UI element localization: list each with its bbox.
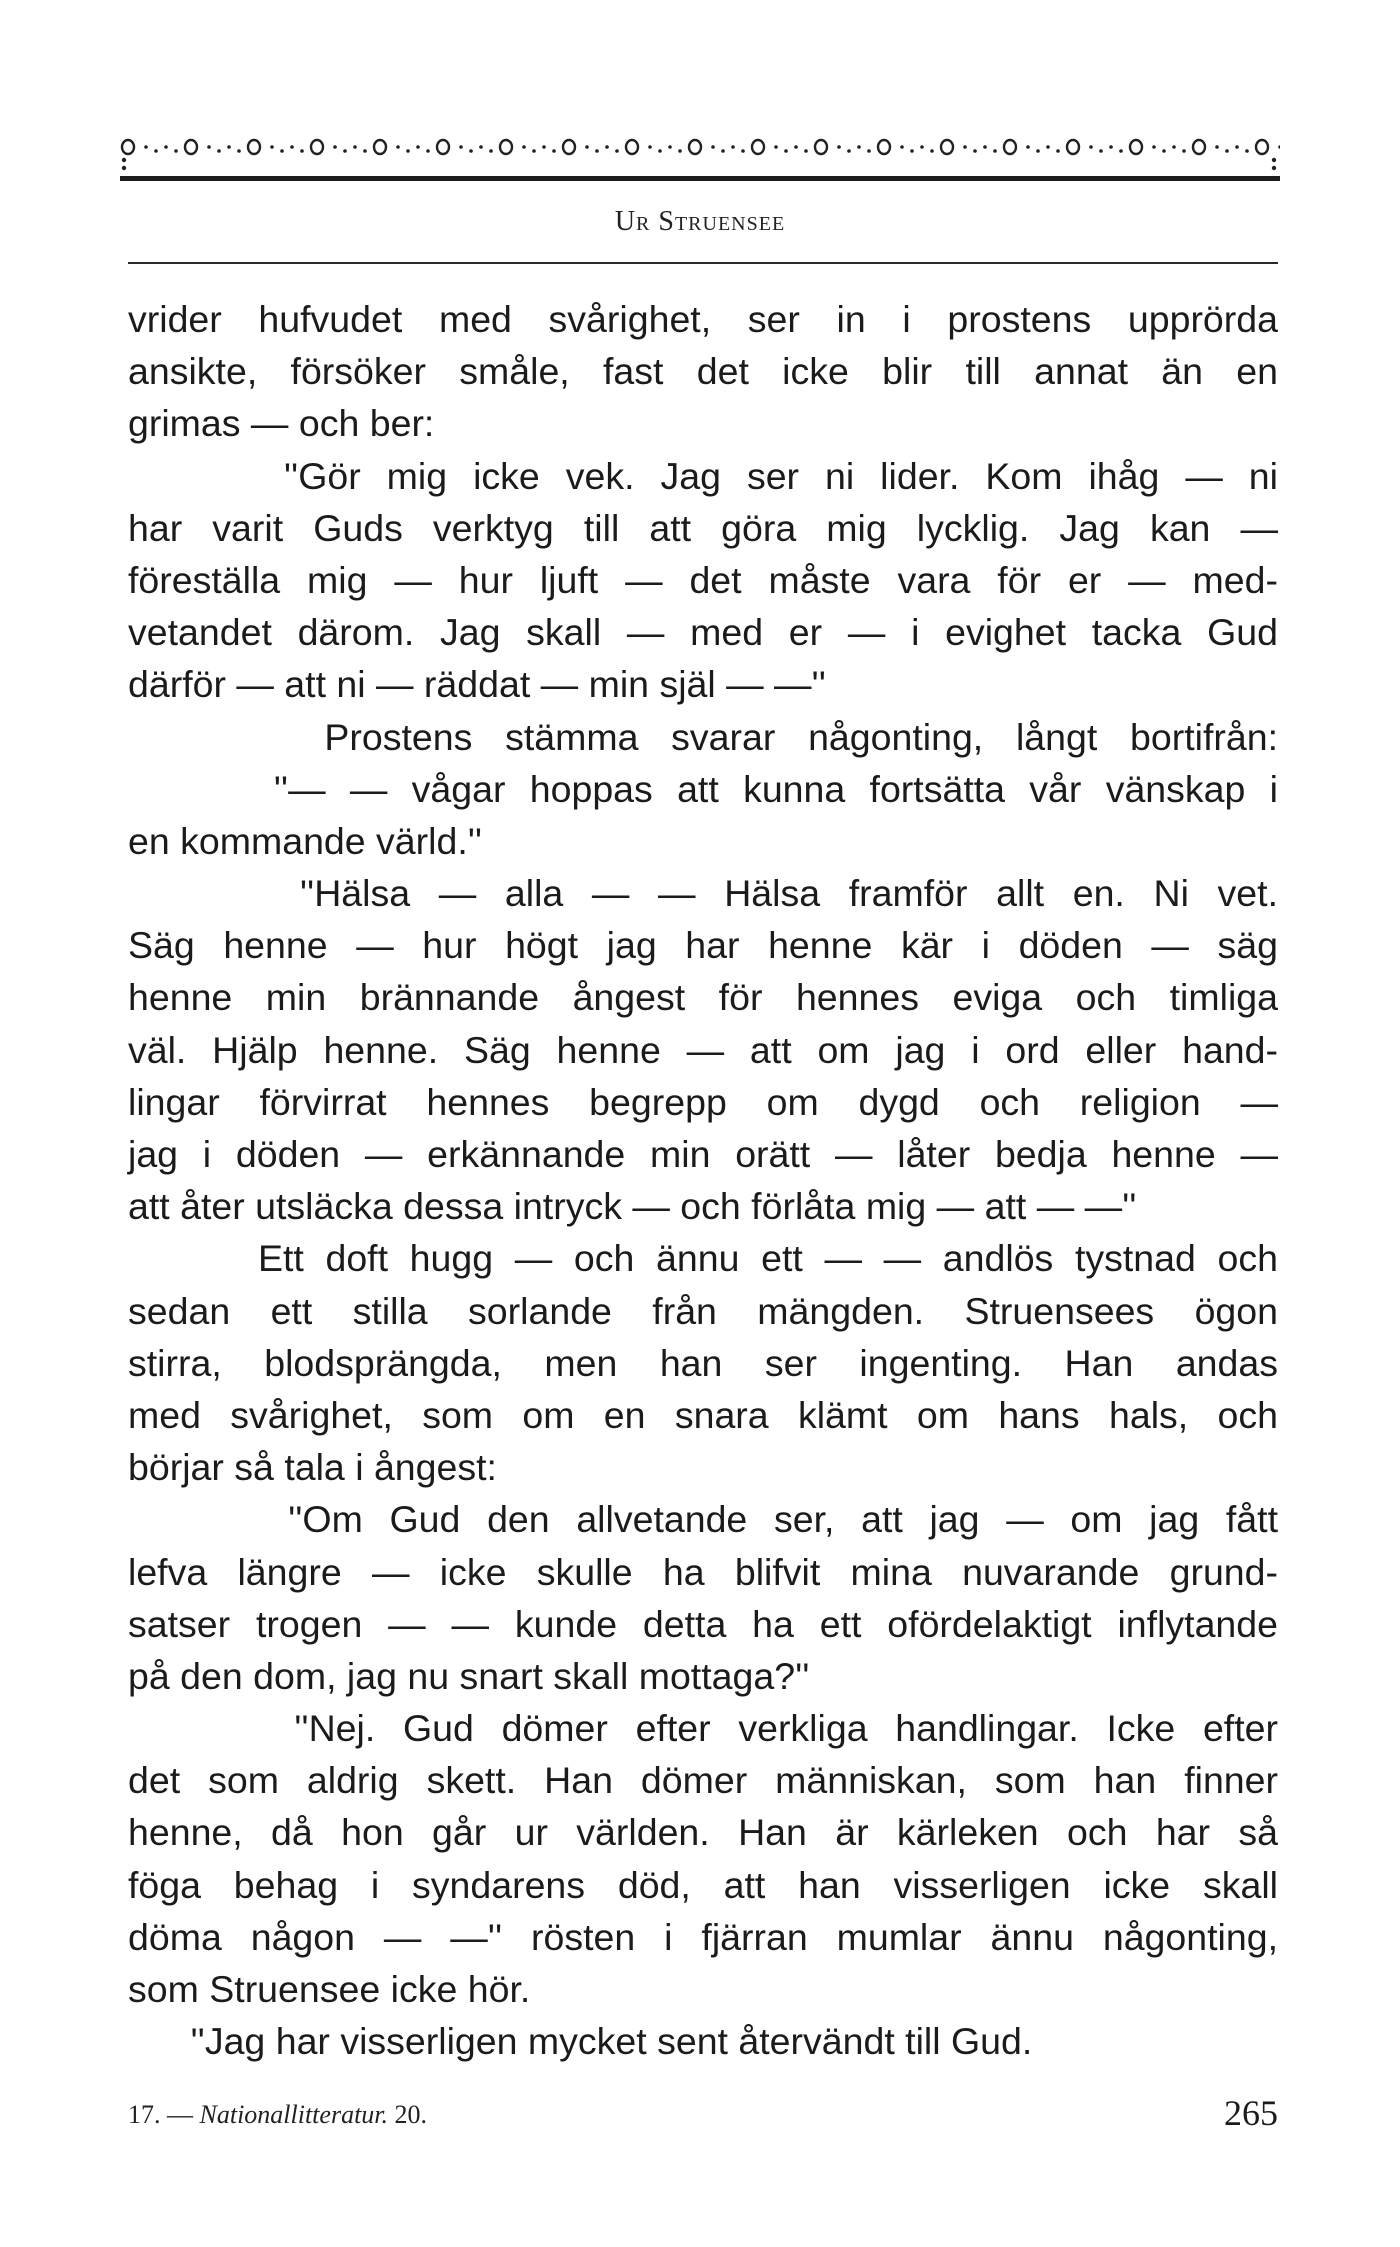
chain-ornament xyxy=(122,140,1280,170)
ornament-dot xyxy=(1089,145,1093,149)
ornament-ring xyxy=(1130,140,1142,154)
ornament-ring xyxy=(815,140,827,154)
text-line: vrider hufvudet med svårighet, ser in i prostens upprörda xyxy=(128,298,1278,340)
text-line: grimas — och ber: xyxy=(128,402,435,445)
ornament-dot xyxy=(280,149,284,153)
text-line: som Struensee icke hör. xyxy=(128,1968,531,2010)
ornament-dot xyxy=(1278,145,1280,149)
text-line: en kommande värld.'' xyxy=(128,819,483,862)
text-line: ''— — vågar hoppas att kunna fortsätta vår vänskap i xyxy=(128,767,1278,810)
text-line: med svårighet, som om en snara klämt om hans hals, och xyxy=(128,1393,1278,1436)
signature-number: 17. — xyxy=(128,2100,193,2129)
ornament-dot xyxy=(857,145,861,149)
ornament-dot xyxy=(1172,145,1176,149)
ornament-dot xyxy=(1225,149,1229,153)
ornament-dot xyxy=(983,145,987,149)
ornament-ring xyxy=(1067,140,1079,154)
ornament-dot xyxy=(270,145,274,149)
text-line: Säg henne — hur högt jag har henne kär i döden — säg xyxy=(128,924,1278,967)
text-line: därför — att ni — räddat — min själ — —'' xyxy=(128,663,826,706)
text-line: Prostens stämma svarar någonting, långt bortifrån: xyxy=(128,715,1278,758)
ornament-dot xyxy=(804,149,808,153)
ornament-dot xyxy=(532,149,536,153)
text-line: vetandet därom. Jag skall — med er — i evighet tacka Gud xyxy=(128,611,1278,654)
ornament-dot xyxy=(900,145,904,149)
text-line: satser trogen — — kunde detta ha ett ofördelaktigt inflytande xyxy=(128,1602,1278,1645)
ornament-dot xyxy=(1152,145,1156,149)
running-title: Ur Struensee xyxy=(614,206,786,237)
ornament-dot xyxy=(396,145,400,149)
ornament-dot xyxy=(290,145,294,149)
text-line: henne, då hon går ur världen. Han är kärleken och har så xyxy=(128,1811,1278,1854)
ornament-ring xyxy=(941,140,953,154)
ornament-dot xyxy=(741,149,745,153)
ornament-ring xyxy=(311,140,323,154)
ornament-dot xyxy=(774,145,778,149)
ornament-ring xyxy=(374,140,386,154)
ornament-dot xyxy=(300,149,304,153)
ornament-ring xyxy=(122,140,134,154)
ornament-dot xyxy=(837,145,841,149)
ornament-dot xyxy=(343,149,347,153)
ornament-dot xyxy=(721,149,725,153)
ornament-ring xyxy=(626,140,638,154)
text-line: ''Hälsa — alla — — Hälsa framför allt en. Ni vet. xyxy=(128,872,1278,915)
ornament-dot xyxy=(963,145,967,149)
ornament-dot xyxy=(731,145,735,149)
ornament-dot xyxy=(1245,149,1249,153)
ornament-dot xyxy=(595,149,599,153)
ornament-dot xyxy=(1109,145,1113,149)
ornament-dot xyxy=(605,145,609,149)
text-line: föga behag i syndarens död, att han visserligen icke skall xyxy=(128,1863,1278,1906)
ornament-dot xyxy=(1182,149,1186,153)
ornament-dot xyxy=(973,149,977,153)
text-line: ''Nej. Gud dömer efter verkliga handlingar. Icke efter xyxy=(128,1707,1278,1750)
ornament-dot xyxy=(489,149,493,153)
ornament-dot xyxy=(1056,149,1060,153)
ornament-dot xyxy=(542,145,546,149)
text-line: börjar så tala i ångest: xyxy=(128,1446,497,1489)
ornament-dot xyxy=(416,145,420,149)
ornament-dot xyxy=(217,149,221,153)
printer-signature xyxy=(128,2100,427,2130)
ornament-dot xyxy=(459,145,463,149)
ornament-ring xyxy=(185,140,197,154)
ornament-dot xyxy=(333,145,337,149)
text-line: lefva längre — icke skulle ha blifvit mina nuvarande grund- xyxy=(128,1550,1278,1593)
text-line: det som aldrig skett. Han dömer människan, som han finner xyxy=(128,1759,1278,1802)
ornament-corner-dot xyxy=(122,158,126,162)
page-footer xyxy=(128,2088,1278,2138)
ornament-dot xyxy=(1119,149,1123,153)
ornamental-header-border xyxy=(120,114,1280,192)
ornament-dot xyxy=(237,149,241,153)
ornament-dot xyxy=(1215,145,1219,149)
ornament-dot xyxy=(353,145,357,149)
ornament-ring xyxy=(878,140,890,154)
ornament-dot xyxy=(867,149,871,153)
ornament-dot xyxy=(1046,145,1050,149)
ornament-corner-dot xyxy=(1272,158,1276,162)
ornament-dot xyxy=(164,145,168,149)
ornament-dot xyxy=(154,149,158,153)
text-line: ''Jag har visserligen mycket sent återvändt till Gud. xyxy=(128,2020,1033,2063)
text-line: ''Gör mig icke vek. Jag ser ni lider. Kom ihåg — ni xyxy=(128,454,1278,497)
text-line: att åter utsläcka dessa intryck — och förlåta mig — att — —'' xyxy=(128,1185,1137,1228)
signature-volume: 20. xyxy=(394,2100,428,2129)
body-text xyxy=(128,293,1278,2067)
ornament-ring xyxy=(500,140,512,154)
ornament-corner-dot xyxy=(1272,166,1276,170)
header-rule xyxy=(128,262,1278,264)
ornament-ring xyxy=(437,140,449,154)
text-line: henne min brännande ångest för hennes eviga och timliga xyxy=(128,976,1278,1019)
ornament-dot xyxy=(1026,145,1030,149)
signature-series: Nationallitteratur. xyxy=(199,2100,389,2129)
ornament-dot xyxy=(426,149,430,153)
ornament-dot xyxy=(522,145,526,149)
ornament-dot xyxy=(174,149,178,153)
text-line: döma någon — —'' rösten i fjärran mumlar ännu någonting, xyxy=(128,1915,1278,1958)
text-line: ansikte, försöker småle, fast det icke blir till annat än en xyxy=(128,350,1278,393)
ornament-ring xyxy=(248,140,260,154)
ornament-dot xyxy=(469,149,473,153)
ornament-dot xyxy=(552,149,556,153)
ornament-dot xyxy=(1099,149,1103,153)
ornament-ring xyxy=(1256,140,1268,154)
ornament-dot xyxy=(930,149,934,153)
ornament-ring xyxy=(752,140,764,154)
ornament-dot xyxy=(648,145,652,149)
ornament-ring xyxy=(563,140,575,154)
ornament-dot xyxy=(784,149,788,153)
ornament-thick-rule xyxy=(120,176,1280,181)
ornament-ring xyxy=(689,140,701,154)
ornament-dot xyxy=(993,149,997,153)
ornament-corner-dot xyxy=(122,166,126,170)
ornament-dot xyxy=(678,149,682,153)
ornament-dot xyxy=(668,145,672,149)
ornament-dot xyxy=(207,145,211,149)
text-line: föreställa mig — hur ljuft — det måste vara för er — med- xyxy=(128,558,1278,601)
ornament-dot xyxy=(1162,149,1166,153)
ornament-ring xyxy=(1004,140,1016,154)
page-number: 265 xyxy=(1224,2093,1278,2133)
text-line: väl. Hjälp henne. Säg henne — att om jag i ord eller hand- xyxy=(128,1028,1278,1071)
ornament-dot xyxy=(615,149,619,153)
ornament-dot xyxy=(1036,149,1040,153)
ornament-dot xyxy=(847,149,851,153)
ornament-dot xyxy=(1235,145,1239,149)
text-line: på den dom, jag nu snart skall mottaga?'' xyxy=(128,1654,810,1697)
text-line: jag i döden — erkännande min orätt — låter bedja henne — xyxy=(128,1133,1278,1175)
text-line: Ett doft hugg — och ännu ett — — andlös tystnad och xyxy=(128,1237,1278,1280)
text-line: ''Om Gud den allvetande ser, att jag — om jag fått xyxy=(128,1498,1278,1541)
ornament-dot xyxy=(910,149,914,153)
ornament-dot xyxy=(711,145,715,149)
text-line: sedan ett stilla sorlande från mängden. Struensees ögon xyxy=(128,1289,1278,1332)
ornament-dot xyxy=(794,145,798,149)
ornament-dot xyxy=(920,145,924,149)
text-line: stirra, blodsprängda, men han ser ingenting. Han andas xyxy=(128,1341,1278,1384)
text-line: har varit Guds verktyg till att göra mig lycklig. Jag kan — xyxy=(128,506,1278,549)
ornament-dot xyxy=(585,145,589,149)
ornament-dot xyxy=(479,145,483,149)
ornament-dot xyxy=(363,149,367,153)
ornament-dot xyxy=(227,145,231,149)
ornament-dot xyxy=(144,145,148,149)
ornament-dot xyxy=(406,149,410,153)
text-line: lingar förvirrat hennes begrepp om dygd och religion — xyxy=(128,1080,1278,1123)
ornament-dot xyxy=(658,149,662,153)
ornament-ring xyxy=(1193,140,1205,154)
